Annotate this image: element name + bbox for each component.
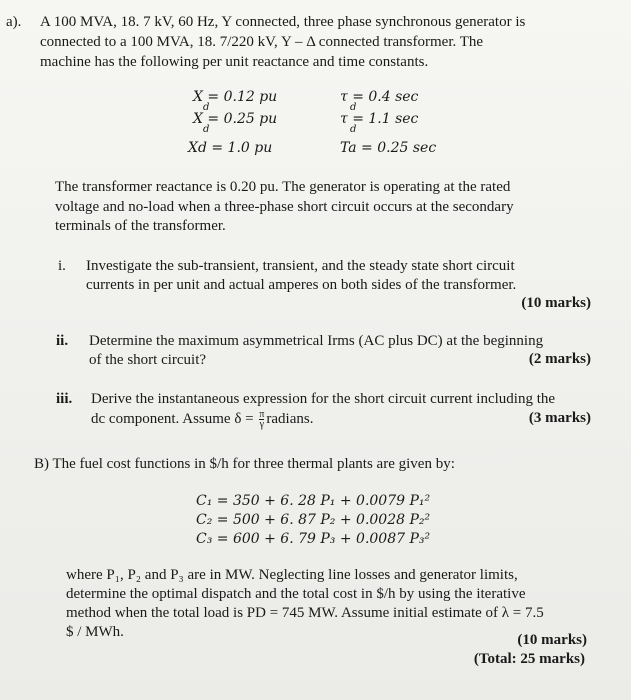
question-ii-line1: Determine the maximum asymmetrical Irms (AC plus DC) at the beginning — [89, 333, 544, 349]
tau-subtransient-subscript: d — [350, 102, 357, 113]
part-a-intro-line3: machine has the following per unit reactance and time constants. — [40, 54, 429, 70]
part-a-intro-line2: connected to a 100 MVA, 18. 7/220 kV, Y – Δ connected transformer. The — [40, 34, 484, 50]
fuel-cost-c1: C₁ = 350 + 6. 28 P₁ + 0.0079 P₁² — [196, 493, 431, 509]
part-b-where-line4: $ / MWh. — [66, 624, 124, 640]
question-iii-line1: Derive the instantaneous expression for the short circuit current including the — [91, 391, 556, 407]
question-iii-number: iii. — [56, 391, 73, 407]
xd-transient-subscript: d — [203, 124, 210, 135]
tau-transient-subscript: d — [350, 124, 357, 135]
question-i-marks: (10 marks) — [521, 295, 591, 311]
part-b-where-line1: where P₁, P₂ and P₃ are in MW. Neglecting line losses and generator limits, — [66, 567, 518, 583]
tau-subtransient: τ = 0.4 sec — [340, 89, 419, 105]
transformer-para-line2: voltage and no-load when a three-phase short circuit occurs at the secondary — [55, 199, 514, 215]
question-iii-assume-text: dc component. Assume δ = — [91, 411, 258, 427]
question-iii-marks: (3 marks) — [528, 410, 591, 426]
delta-fraction-denominator: γ — [259, 419, 265, 431]
question-iii-radians-text: radians. — [266, 411, 314, 427]
question-i-line2: currents in per unit and actual amperes on both sides of the transformer. — [86, 277, 517, 293]
part-a-label: a). — [6, 14, 22, 30]
question-i-line1: Investigate the sub-transient, transient, and the steady state short circuit — [86, 258, 515, 274]
ta-constant: Ta = 0.25 sec — [340, 140, 437, 156]
xd-steady: Xd = 1.0 pu — [188, 140, 273, 156]
part-b-where-line3: method when the total load is PD = 745 MW. Assume initial estimate of λ = 7.5 — [66, 605, 544, 621]
question-ii-line2: of the short circuit? — [89, 352, 207, 368]
total-marks: (Total: 25 marks) — [473, 651, 585, 667]
question-i-number: i. — [58, 258, 66, 274]
xd-transient: X = 0.25 pu — [193, 111, 278, 127]
transformer-para-line1: The transformer reactance is 0.20 pu. The generator is operating at the rated — [55, 179, 511, 195]
fuel-cost-c2: C₂ = 500 + 6. 87 P₂ + 0.0028 P₂² — [196, 512, 431, 528]
xd-subtransient-subscript: d — [203, 102, 210, 113]
tau-transient: τ = 1.1 sec — [340, 111, 419, 127]
transformer-para-line3: terminals of the transformer. — [55, 218, 226, 234]
delta-fraction-numerator: π — [259, 409, 265, 421]
question-ii-number: ii. — [56, 333, 69, 349]
part-b-heading: B) The fuel cost functions in $/h for three thermal plants are given by: — [34, 456, 455, 472]
question-iii-line2 — [91, 410, 313, 429]
fuel-cost-c3: C₃ = 600 + 6. 79 P₃ + 0.0087 P₃² — [196, 531, 431, 547]
question-ii-marks: (2 marks) — [528, 351, 591, 367]
part-b-where-line2: determine the optimal dispatch and the total cost in $/h by using the iterative — [66, 586, 526, 602]
part-a-intro-line1: A 100 MVA, 18. 7 kV, 60 Hz, Y connected, three phase synchronous generator is — [40, 14, 526, 30]
delta-fraction — [259, 410, 264, 429]
part-b-marks: (10 marks) — [517, 632, 587, 648]
xd-subtransient: X = 0.12 pu — [193, 89, 278, 105]
